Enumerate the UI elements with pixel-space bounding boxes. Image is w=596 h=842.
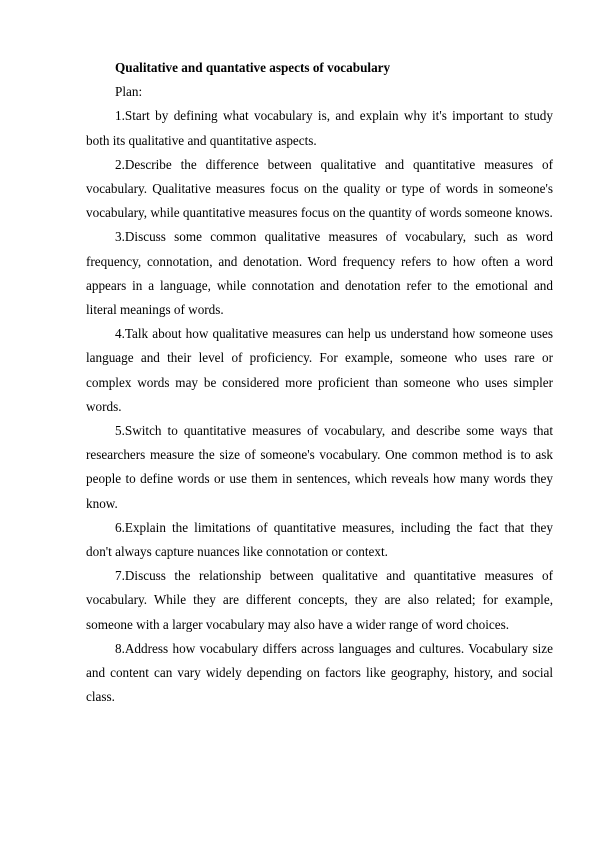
plan-item-6: 6.Explain the limitations of quantitative measures, including the fact that they don't always capture nuances like connotation or context.	[86, 519, 553, 560]
document-body	[86, 56, 553, 709]
plan-item-3: 3.Discuss some common qualitative measures of vocabulary, such as word frequency, connotation, and denotation. Word frequency refers to how often a word appears in a language, while connotation and denotation refer to the emotional and literal meanings of words.	[86, 229, 553, 318]
plan-item-1: 1.Start by defining what vocabulary is, and explain why it's important to study both its qualitative and quantitative aspects.	[86, 108, 553, 148]
plan-label: Plan:	[115, 84, 143, 100]
plan-item-5: 5.Switch to quantitative measures of vocabulary, and describe some ways that researchers measure the size of someone's vocabulary. One common method is to ask people to define words or use them in sentences, which reveals how many words they know.	[86, 423, 553, 511]
document-title: Qualitative and quantative aspects of vocabulary	[115, 60, 391, 75]
plan-item-4: 4.Talk about how qualitative measures can help us understand how someone uses language and their level of proficiency. For example, someone who uses rare or complex words may be considered more proficient than someone who uses simpler words.	[86, 326, 553, 414]
plan-item-8: 8.Address how vocabulary differs across languages and cultures. Vocabulary size and content can vary widely depending on factors like geography, history, and social class.	[86, 640, 553, 705]
plan-item-2: 2.Describe the difference between qualitative and quantitative measures of vocabulary. Qualitative measures focus on the quality or type of words in someone's vocabulary, while quantitative measures focus on the quantity of words someone knows.	[86, 156, 553, 221]
plan-item-7: 7.Discuss the relationship between qualitative and quantitative measures of vocabulary. While they are different concepts, they are also related; for example, someone with a larger vocabulary may also have a wider range of word choices.	[86, 568, 553, 632]
